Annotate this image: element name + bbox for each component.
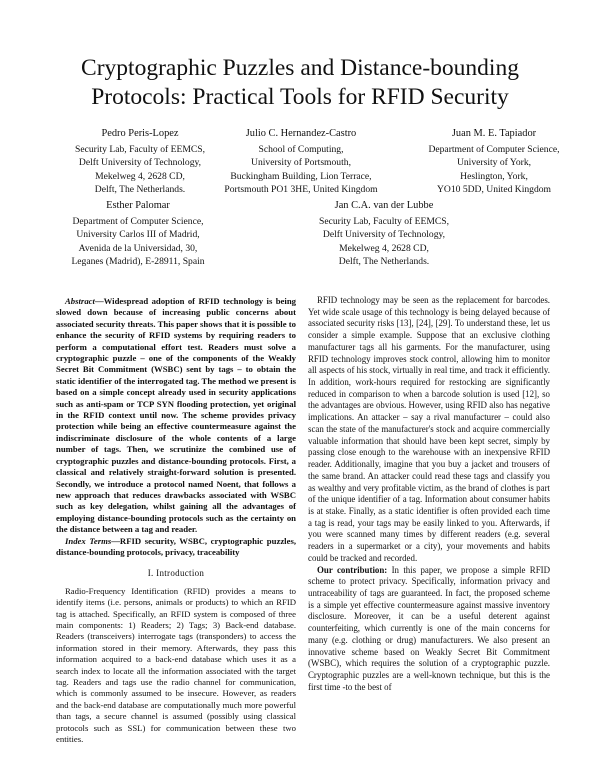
contribution-label: Our contribution: — [317, 564, 388, 575]
author-affiliation: Mekelweg 4, 2628 CD, — [95, 170, 185, 182]
intro-paragraph: Radio-Frequency Identification (RFID) provides a means to identify items (i.e. persons, animals or products) to which an RFID tag is attached. Specifically, an RFID system is composed of three main components: 1) Readers; 2) Tags; 3) Back-end database. Readers (transceivers) interrogate tags (transponders) to access the information stored in their memory. Afterwards, they pass this information acquired to a back-end database which uses it as a search index to locate all the information associated with the target tag. Readers and tags use the radio channel for communication, which is commonly assumed to be insecure. However, as readers and the back-end database are computationally much more powerful than tags, a secure channel is assumed (possibly using classical protocols such as SSL) for communication between these two entities. — [56, 585, 296, 745]
author-affiliation: Buckingham Building, Lion Terrace, — [230, 170, 372, 182]
author-affiliation: Heslington, York, — [460, 170, 528, 182]
author-affiliation: Security Lab, Faculty of EEMCS, — [74, 143, 206, 155]
abstract-text: —Widespread adoption of RFID technology is being slowed down because of increasing public concerns about associated security threats. This paper shows that it is possible to enhance the security of RFID systems by requiring readers to perform a computational effort test. Readers must solve a cryptographic puzzle – one of the components of the Weakly Secret Bit Commitment (WSBC) sent by tags – to obtain the static identifier of the interrogated tag. The method we present is based on a simple concept already used in security applications such as anti-spam or TCP SYN flooding protection, yet original in the RFID context until now. The scheme provides privacy protection while being an effective countermeasure against the indiscriminate disclosure of the whole contents of a large number of tags. Then, we scrutinize the combined use of cryptographic puzzles and distance-bounding protocols. First, a classical and relatively straight-forward solution is presented. Secondly, we introduce a protocol named Noent, that follows a new approach that reduces drawbacks associated with WSBC such as key delegation, whilst gaining all the advantages of employing distance-bounding protocols such as the certainty on the distance between a tag and reader. — [56, 296, 296, 535]
author-name: Juan M. E. Tapiador — [451, 128, 537, 139]
author-name: Jan C.A. van der Lubbe — [334, 200, 434, 211]
author-affiliation: Department of Computer Science, — [428, 143, 560, 155]
title-line-2: Protocols: Practical Tools for RFID Security — [91, 84, 509, 110]
author-affiliation: Mekelweg 4, 2628 CD, — [339, 242, 429, 254]
author-name: Pedro Peris-Lopez — [101, 128, 179, 139]
author-affiliation: Delft University of Technology, — [78, 157, 202, 169]
abstract-label: Abstract — [65, 296, 95, 306]
author-affiliation: Delft, The Netherlands. — [338, 256, 430, 268]
index-terms — [56, 536, 296, 559]
author-affiliation: Security Lab, Faculty of EEMCS, — [318, 215, 450, 227]
title-line-1: Cryptographic Puzzles and Distance-bounding — [81, 55, 519, 81]
author-affiliation: Delft University of Technology, — [322, 229, 446, 241]
author-affiliation: University of Portsmouth, — [251, 157, 351, 169]
section-heading: I. Introduction — [147, 568, 205, 579]
author-affiliation: YO10 5DD, United Kingdom — [436, 184, 552, 196]
author-block — [55, 127, 225, 197]
author-block — [53, 199, 223, 269]
author-affiliation: Delft, The Netherlands. — [94, 184, 186, 196]
author-affiliation: Leganes (Madrid), E-28911, Spain — [71, 256, 205, 268]
author-name: Esther Palomar — [106, 200, 170, 211]
paper-title — [40, 54, 560, 112]
right-column — [308, 295, 550, 693]
author-affiliation: Avenida de la Universidad, 30, — [78, 242, 198, 254]
author-affiliation: School of Computing, — [258, 143, 344, 155]
author-block — [213, 127, 389, 197]
author-block — [404, 127, 584, 197]
left-column — [56, 296, 296, 745]
contribution-text: In this paper, we propose a simple RFID scheme to protect privacy. Specifically, information privacy and untraceability of tags are guaranteed. In fact, the proposed scheme is a simple yet effective countermeasure against massive inventory disclosure. Moreover, it can be a useful deterent against counterfeiting, which currently is one of the main concerns for many (e.g. clothing or drug) manufacturers. We also present an innovative scheme based on Weakly Secret Bit Commitment (WSBC), which requires the solution of a cryptographic puzzle. Cryptographic puzzles are a well-known technique, but this is the first time -to the best of — [308, 564, 550, 692]
body-paragraph: RFID technology may be seen as the replacement for barcodes. Yet wide scale usage of this technology is being delayed because of associated security risks [13], [24], [29]. To understand these, let us consider a simple example. Suppose that an exclusive clothing manufacturer tags all his garments. For the manufacturer, using RFID technology improves stock control, allowing him to monitor all aspects of his stock, virtually in real time, and track it efficiently. In addition, work-hours required for restocking are significantly reduced in comparison to when a barcode solution is used [12], so the advantages are obvious. However, using RFID also has negative implications. An attacker – say a rival manufacturer – could also scan the state of the manufacturer's stock and acquire commercially valuable information that should have been kept secret, simply by passing close enough to the warehouse with an inexpensive RFID reader. Additionally, imagine that you buy a jacket and trousers of the same brand. An attacker could read these tags and classify you as wealthy and very profitable victim, as the brand of clothes is part of the unique identifier of a tag. Information about consumer habits is at stake. Finally, as a static identifier is often provided each time a tag is read, your tags may be easily linked to you. Afterwards, if you were scanned many times by different readers (e.g. several readers in a supermarket or a city), your movements and habits could be tracked and recorded. — [308, 295, 550, 563]
contribution-paragraph — [308, 565, 550, 694]
index-terms-label: Index Terms — [65, 535, 112, 546]
author-name: Julio C. Hernandez-Castro — [245, 128, 357, 139]
author-block — [300, 199, 468, 269]
index-terms-text: —RFID security, WSBC, cryptographic puzzles, distance-bounding protocols, privacy, traceability — [56, 535, 297, 557]
author-affiliation: Department of Computer Science, — [72, 215, 204, 227]
author-affiliation: University of York, — [456, 157, 532, 169]
abstract — [56, 296, 296, 536]
author-affiliation: Portsmouth PO1 3HE, United Kingdom — [224, 184, 378, 196]
author-affiliation: University Carlos III of Madrid, — [76, 229, 200, 241]
